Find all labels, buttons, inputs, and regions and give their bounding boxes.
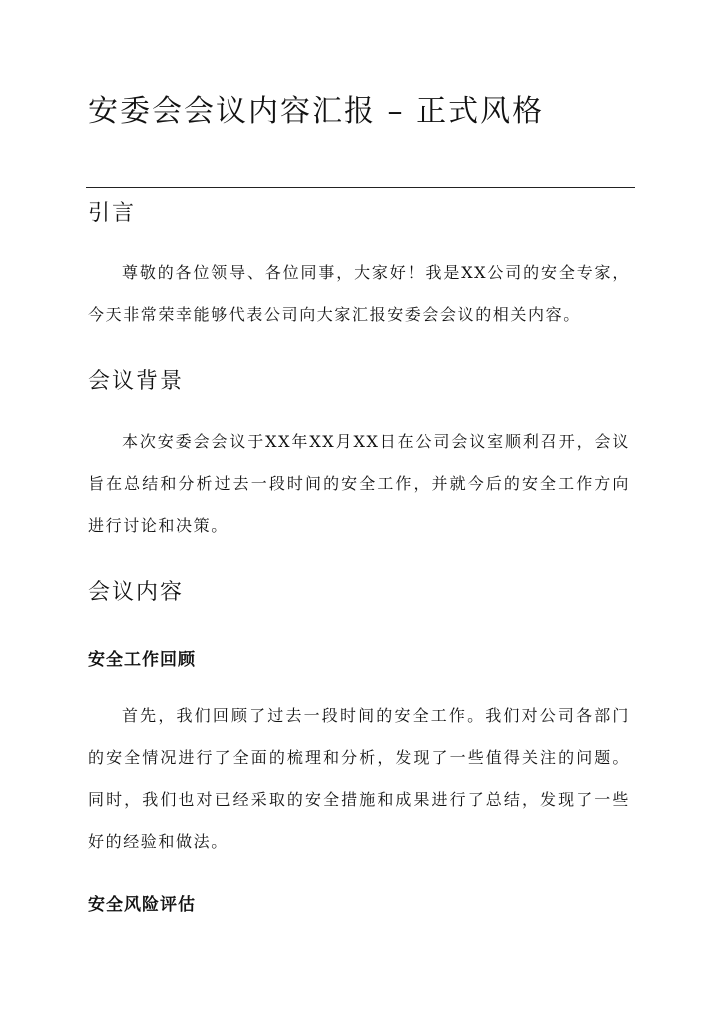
- paragraph-review: 首先，我们回顾了过去一段时间的安全工作。我们对公司各部门的安全情况进行了全面的梳理和分析，发现了一些值得关注的问题。同时，我们也对已经采取的安全措施和成果进行了总结，发现了一些好的经验和做法。: [88, 706, 630, 851]
- section-heading-content: 会议内容: [88, 580, 185, 605]
- title-divider: [86, 187, 635, 188]
- document-title: 安委会会议内容汇报 – 正式风格: [88, 94, 545, 129]
- paragraph-background: 本次安委会会议于XX年XX月XX日在公司会议室顺利召开，会议旨在总结和分析过去一段时间的安全工作，并就今后的安全工作方向进行讨论和决策。: [88, 432, 630, 535]
- paragraph-intro: 尊敬的各位领导、各位同事，大家好！我是XX公司的安全专家，今天非常荣幸能够代表公司向大家汇报安委会会议的相关内容。: [88, 263, 630, 324]
- subsection-heading-risk: 安全风险评估: [88, 895, 196, 915]
- section-heading-intro: 引言: [88, 201, 137, 226]
- subsection-heading-review: 安全工作回顾: [88, 650, 196, 670]
- section-heading-background: 会议背景: [88, 369, 185, 394]
